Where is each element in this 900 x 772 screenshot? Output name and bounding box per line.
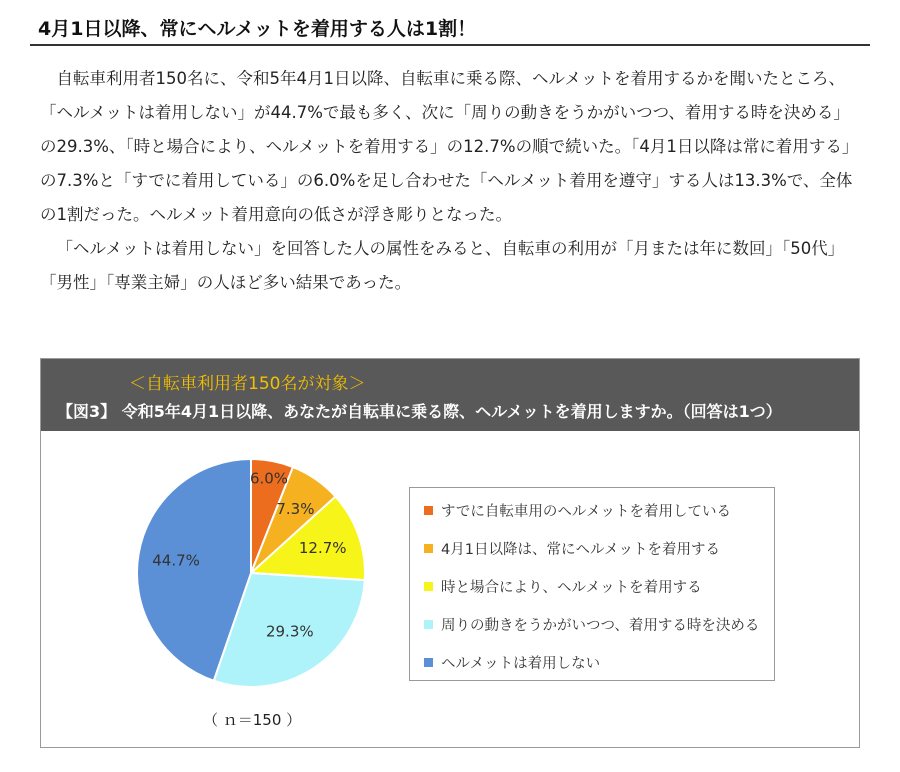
legend-item-2 [424,536,720,560]
legend-label: ヘルメットは着用しない [441,655,601,672]
legend-swatch [424,658,433,667]
pie-data-label-3: 12.7% [298,538,347,557]
legend-item-5 [424,650,600,674]
legend-label: すでに自転車用のヘルメットを着用している [441,503,731,520]
legend-label: 時と場合により、ヘルメットを着用する [441,579,702,596]
chart-legend [409,487,775,681]
pie-chart [41,431,401,701]
legend-item-3 [424,574,702,598]
section-heading [30,10,870,46]
figure-subtitle: ＜自転車利用者150名が対象＞ [129,374,366,394]
figure-title: 【図3】 令和5年4月1日以降、あなたが自転車に乗る際、ヘルメットを着用しますか。（回答は1つ） [57,402,782,421]
legend-item-1 [424,498,731,522]
legend-label: 周りの動きをうかがいつつ、着用する時を決める [441,617,760,634]
legend-swatch [424,620,433,629]
section-heading-text: 4月1日以降、常にヘルメットを着用する人は1割！ [38,18,477,40]
pie-data-label-1: 6.0% [249,469,289,488]
sample-size-label: （ ｎ＝150 ） [203,711,302,729]
figure-3 [40,358,860,748]
legend-item-4 [424,612,759,636]
pie-data-label-2: 7.3% [276,499,315,518]
legend-swatch [424,582,433,591]
pie-data-label-4: 29.3% [265,622,314,641]
paragraph-2: 「ヘルメットは着用しない」を回答した人の属性をみると、自転車の利用が「月または年に数回」「50代」「男性」「専業主婦」の人ほど多い結果であった。 [40,239,845,292]
paragraph-1: 自転車利用者150名に、令和5年4月1日以降、自転車に乗る際、ヘルメットを着用するかを聞いたところ、「ヘルメットは着用しない」が44.7%で最も多く、次に「周りの動きをうかがいつつ、着用する時を決める」の29.3%、「時と場合により、ヘルメットを着用する」の12.7%の順で続いた。「4月1日以降は常に着用する」の7.3%と「すでに着用している」の6.0%を足し合わせた「ヘルメット着用を遵守」する人は13.3%で、全体の1割だった。ヘルメット着用意向の低さが浮き彫りとなった。 [40,69,859,224]
legend-swatch [424,506,433,515]
pie-data-label-5: 44.7% [152,551,200,570]
figure-header [41,359,859,431]
article-body [40,62,860,300]
legend-swatch [424,544,433,553]
legend-label: 4月1日以降は、常にヘルメットを着用する [441,541,721,558]
